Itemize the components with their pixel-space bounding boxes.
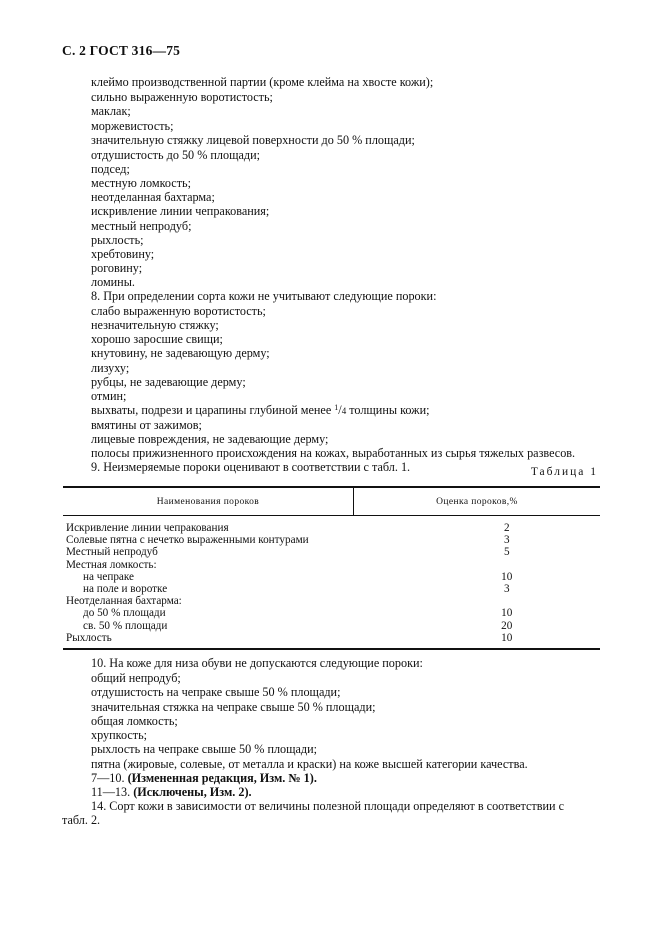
text-line: общий непродуб; — [91, 670, 181, 685]
text-line: кнутовину, не задевающую дерму; — [91, 346, 270, 360]
amendment-text: (Измененная редакция, Изм. № 1). — [127, 770, 317, 785]
defect-score: 3 — [503, 583, 510, 596]
table-row — [63, 534, 600, 546]
defect-name: на поле и воротке — [83, 583, 168, 596]
fraction-text-after: толщины кожи; — [346, 403, 430, 417]
text-line: вмятины от зажимов; — [91, 417, 202, 432]
text-line: хребтовину; — [91, 247, 155, 261]
text-line: рубцы, не задевающие дерму; — [91, 374, 246, 389]
text-line: отдушистость на чепраке свыше 50 % площади; — [91, 685, 341, 699]
text-line: хорошо заросшие свищи; — [91, 332, 223, 346]
text-line: местный непродуб; — [91, 218, 192, 233]
table-row — [63, 516, 600, 535]
defect-name: Неотделанная бахтарма: — [66, 595, 182, 608]
text-line: роговину; — [91, 261, 143, 275]
defect-score — [354, 559, 601, 571]
defect-score: 20 — [501, 619, 513, 632]
text-line: подсед; — [91, 161, 130, 176]
text-line: лицевые повреждения, не задевающие дерму; — [91, 431, 329, 446]
table-row — [63, 583, 600, 595]
amendment-text: (Исключены, Изм. 2). — [133, 784, 252, 799]
text-line: лизуху; — [91, 360, 130, 375]
text-line: искривление линии чепракования; — [91, 204, 270, 218]
text-line: 8. При определении сорта кожи не учитывают следующие пороки: — [91, 289, 437, 303]
text-line: значительную стяжку лицевой поверхности до 50 % площади; — [91, 133, 415, 147]
text-line: моржевистость; — [91, 118, 174, 133]
fraction-text-before: выхваты, подрези и царапины глубиной менее — [91, 403, 335, 417]
table-row — [63, 620, 600, 632]
defect-name: Местный непродуб — [66, 546, 158, 559]
table-row — [63, 607, 600, 619]
defect-name: Рыхлость — [63, 632, 354, 649]
text-line: хрупкость; — [91, 728, 148, 742]
defect-score: 3 — [503, 534, 510, 547]
amendment-line-2 — [91, 785, 252, 799]
amendment-number: 11—13. — [91, 784, 134, 799]
table-row — [63, 559, 600, 571]
amendment-number: 7—10. — [91, 770, 128, 785]
defect-score — [354, 595, 601, 607]
text-line: рыхлость; — [91, 232, 144, 247]
text-line: неотделанная бахтарма; — [91, 190, 215, 204]
defects-table — [63, 486, 600, 650]
text-line-fraction: выхваты, подрези и царапины глубиной менее $^1$/4 толщины кожи; — [91, 403, 430, 417]
text-line: маклак; — [91, 104, 131, 118]
table-row — [63, 632, 600, 649]
text-line: местную ломкость; — [91, 175, 191, 190]
text-line: незначительную стяжку; — [91, 317, 219, 332]
text-line: 14. Сорт кожи в зависимости от величины полезной площади определяют в соответствии с — [91, 799, 565, 813]
table-caption: Таблица 1 — [530, 466, 598, 478]
page-header: С. 2 ГОСТ 316—75 — [62, 43, 181, 58]
defect-name: Солевые пятна с нечетко выраженными контурами — [66, 534, 309, 547]
defect-score: 2 — [503, 522, 510, 534]
amendment-line-1 — [91, 771, 317, 785]
text-line: полосы прижизненного происхождения на кожах, выработанных из сырья тяжелых развесов. — [91, 446, 576, 460]
defect-score: 5 — [503, 546, 510, 559]
defect-name: на чепраке — [83, 570, 135, 583]
text-line: клеймо производственной партии (кроме клейма на хвосте кожи); — [91, 75, 434, 89]
text-line: 9. Неизмеряемые пороки оценивают в соответствии с табл. 1. — [91, 460, 411, 474]
text-line: пятна (жировые, солевые, от металла и краски) на коже высшей категории качества. — [91, 756, 528, 771]
defect-name: до 50 % площади — [83, 607, 166, 620]
text-line: сильно выраженную воротистость; — [91, 89, 273, 104]
defect-name: св. 50 % площади — [83, 619, 168, 632]
table-row — [63, 546, 600, 558]
defect-name: Местная ломкость: — [66, 558, 157, 571]
text-line: значительная стяжка на чепраке свыше 50 % площади; — [91, 699, 376, 714]
defect-score: 10 — [501, 607, 513, 620]
table-header-name: Наименования пороков — [63, 487, 354, 516]
text-line: 10. На коже для низа обуви не допускаются следующие пороки: — [91, 656, 423, 670]
table-row — [63, 571, 600, 583]
text-line: отдушистость до 50 % площади; — [91, 147, 260, 162]
text-line: ломины. — [91, 275, 135, 289]
fraction-numerator: 1 — [334, 403, 339, 412]
text-line: рыхлость на чепраке свыше 50 % площади; — [91, 742, 318, 756]
defect-score: 10 — [354, 632, 601, 649]
table-row — [63, 595, 600, 607]
defect-score: 10 — [501, 570, 513, 583]
text-line: отмин; — [91, 388, 127, 403]
table-header-score: Оценка пороков,% — [354, 487, 601, 516]
fraction-denominator: 4 — [341, 406, 347, 416]
text-line: слабо выраженную воротистость; — [91, 303, 266, 318]
defect-name: Искривление линии чепракования — [66, 522, 229, 534]
text-line: табл. 2. — [62, 813, 101, 827]
text-line: общая ломкость; — [91, 713, 178, 728]
